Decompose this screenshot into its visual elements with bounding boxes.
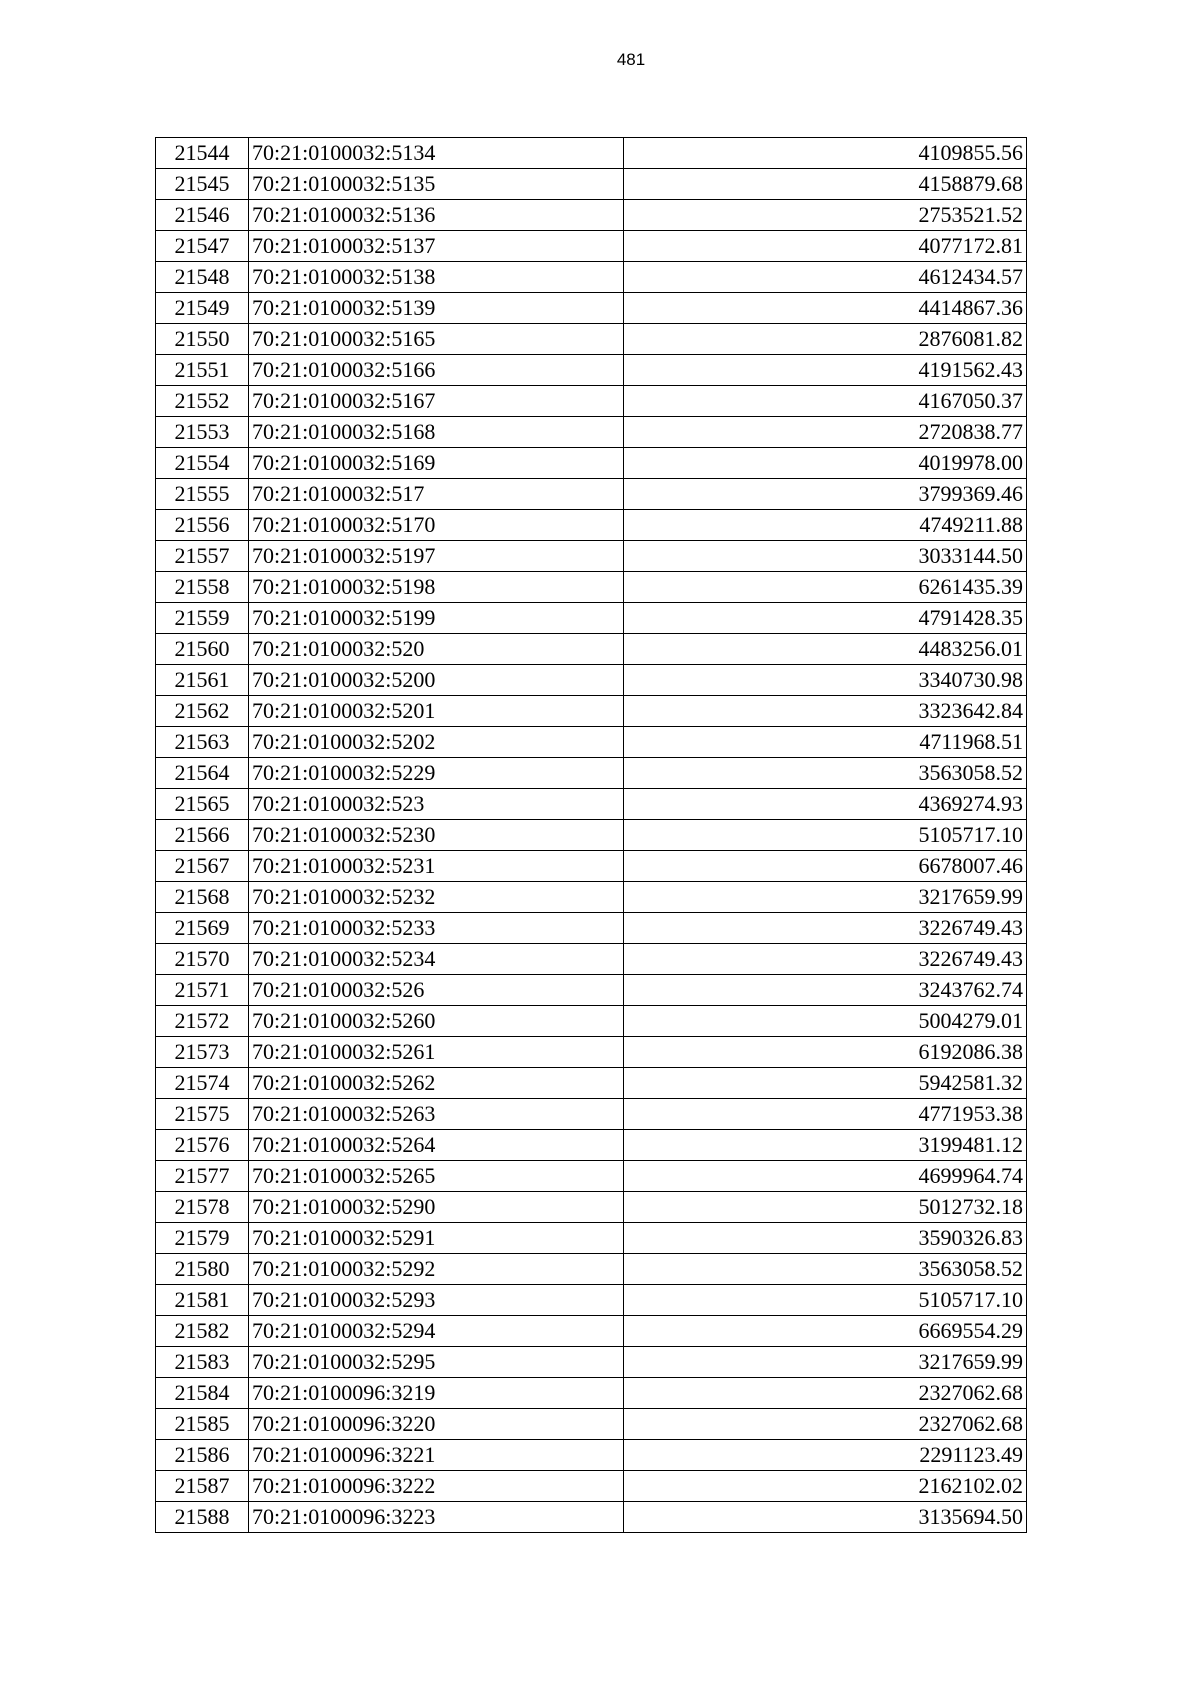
row-number-cell: 21575 <box>156 1099 249 1130</box>
cadastral-number-cell: 70:21:0100032:5231 <box>249 851 624 882</box>
cadastral-number-cell: 70:21:0100032:5166 <box>249 355 624 386</box>
cadastral-value-cell: 4612434.57 <box>624 262 1027 293</box>
cadastral-value-cell: 2720838.77 <box>624 417 1027 448</box>
cadastral-value-cell: 2162102.02 <box>624 1471 1027 1502</box>
row-number-cell: 21560 <box>156 634 249 665</box>
cadastral-value-cell: 3135694.50 <box>624 1502 1027 1533</box>
cadastral-value-cell: 5105717.10 <box>624 820 1027 851</box>
cadastral-value-cell: 5105717.10 <box>624 1285 1027 1316</box>
table-row <box>156 262 1027 293</box>
cadastral-number-cell: 70:21:0100096:3221 <box>249 1440 624 1471</box>
cadastral-value-cell: 6669554.29 <box>624 1316 1027 1347</box>
cadastral-number-cell: 70:21:0100032:5229 <box>249 758 624 789</box>
table-row <box>156 696 1027 727</box>
cadastral-value-cell: 4749211.88 <box>624 510 1027 541</box>
cadastral-number-cell: 70:21:0100032:5197 <box>249 541 624 572</box>
row-number-cell: 21553 <box>156 417 249 448</box>
cadastral-number-cell: 70:21:0100032:5290 <box>249 1192 624 1223</box>
cadastral-number-cell: 70:21:0100032:5198 <box>249 572 624 603</box>
row-number-cell: 21577 <box>156 1161 249 1192</box>
row-number-cell: 21581 <box>156 1285 249 1316</box>
table-row <box>156 634 1027 665</box>
cadastral-number-cell: 70:21:0100032:5165 <box>249 324 624 355</box>
table-row <box>156 355 1027 386</box>
table-row <box>156 324 1027 355</box>
row-number-cell: 21583 <box>156 1347 249 1378</box>
row-number-cell: 21554 <box>156 448 249 479</box>
row-number-cell: 21580 <box>156 1254 249 1285</box>
row-number-cell: 21545 <box>156 169 249 200</box>
table-row <box>156 169 1027 200</box>
cadastral-number-cell: 70:21:0100032:5170 <box>249 510 624 541</box>
cadastral-value-cell: 4771953.38 <box>624 1099 1027 1130</box>
table-row <box>156 1130 1027 1161</box>
table-row <box>156 479 1027 510</box>
row-number-cell: 21549 <box>156 293 249 324</box>
table-row <box>156 1471 1027 1502</box>
cadastral-value-cell: 4791428.35 <box>624 603 1027 634</box>
cadastral-value-cell: 3590326.83 <box>624 1223 1027 1254</box>
row-number-cell: 21547 <box>156 231 249 262</box>
cadastral-number-cell: 70:21:0100032:5232 <box>249 882 624 913</box>
row-number-cell: 21561 <box>156 665 249 696</box>
row-number-cell: 21556 <box>156 510 249 541</box>
cadastral-number-cell: 70:21:0100032:5167 <box>249 386 624 417</box>
cadastral-number-cell: 70:21:0100032:5293 <box>249 1285 624 1316</box>
row-number-cell: 21551 <box>156 355 249 386</box>
cadastral-number-cell: 70:21:0100032:5233 <box>249 913 624 944</box>
table-row <box>156 1099 1027 1130</box>
table-row <box>156 448 1027 479</box>
cadastral-number-cell: 70:21:0100032:5262 <box>249 1068 624 1099</box>
cadastral-value-cell: 4369274.93 <box>624 789 1027 820</box>
table-row <box>156 1192 1027 1223</box>
table-body <box>156 138 1027 1533</box>
row-number-cell: 21586 <box>156 1440 249 1471</box>
table-row <box>156 510 1027 541</box>
table-row <box>156 417 1027 448</box>
cadastral-value-table <box>155 137 1027 1533</box>
cadastral-number-cell: 70:21:0100032:5202 <box>249 727 624 758</box>
cadastral-value-cell: 2327062.68 <box>624 1409 1027 1440</box>
table-row <box>156 882 1027 913</box>
row-number-cell: 21562 <box>156 696 249 727</box>
cadastral-value-cell: 4158879.68 <box>624 169 1027 200</box>
table-row <box>156 1347 1027 1378</box>
row-number-cell: 21566 <box>156 820 249 851</box>
cadastral-number-cell: 70:21:0100032:5200 <box>249 665 624 696</box>
row-number-cell: 21555 <box>156 479 249 510</box>
row-number-cell: 21563 <box>156 727 249 758</box>
cadastral-number-cell: 70:21:0100032:5291 <box>249 1223 624 1254</box>
cadastral-value-cell: 4711968.51 <box>624 727 1027 758</box>
cadastral-value-cell: 4109855.56 <box>624 138 1027 169</box>
cadastral-value-cell: 3033144.50 <box>624 541 1027 572</box>
cadastral-value-cell: 5012732.18 <box>624 1192 1027 1223</box>
cadastral-number-cell: 70:21:0100032:5199 <box>249 603 624 634</box>
table-row <box>156 541 1027 572</box>
cadastral-value-cell: 5942581.32 <box>624 1068 1027 1099</box>
table-row <box>156 1254 1027 1285</box>
cadastral-number-cell: 70:21:0100032:5168 <box>249 417 624 448</box>
table-row <box>156 944 1027 975</box>
cadastral-number-cell: 70:21:0100032:5134 <box>249 138 624 169</box>
cadastral-value-cell: 4191562.43 <box>624 355 1027 386</box>
table-row <box>156 572 1027 603</box>
row-number-cell: 21552 <box>156 386 249 417</box>
row-number-cell: 21565 <box>156 789 249 820</box>
table-row <box>156 1006 1027 1037</box>
table-row <box>156 138 1027 169</box>
table-row <box>156 1285 1027 1316</box>
cadastral-value-cell: 3243762.74 <box>624 975 1027 1006</box>
cadastral-value-cell: 2291123.49 <box>624 1440 1027 1471</box>
row-number-cell: 21582 <box>156 1316 249 1347</box>
cadastral-value-cell: 2753521.52 <box>624 200 1027 231</box>
row-number-cell: 21558 <box>156 572 249 603</box>
cadastral-number-cell: 70:21:0100032:5292 <box>249 1254 624 1285</box>
cadastral-number-cell: 70:21:0100032:5138 <box>249 262 624 293</box>
cadastral-value-cell: 3226749.43 <box>624 944 1027 975</box>
cadastral-number-cell: 70:21:0100032:5169 <box>249 448 624 479</box>
row-number-cell: 21587 <box>156 1471 249 1502</box>
table-row <box>156 1068 1027 1099</box>
row-number-cell: 21574 <box>156 1068 249 1099</box>
cadastral-value-cell: 4019978.00 <box>624 448 1027 479</box>
cadastral-number-cell: 70:21:0100032:523 <box>249 789 624 820</box>
row-number-cell: 21584 <box>156 1378 249 1409</box>
table-row <box>156 603 1027 634</box>
cadastral-value-cell: 4414867.36 <box>624 293 1027 324</box>
cadastral-number-cell: 70:21:0100096:3222 <box>249 1471 624 1502</box>
cadastral-value-cell: 3563058.52 <box>624 758 1027 789</box>
cadastral-value-cell: 3799369.46 <box>624 479 1027 510</box>
cadastral-number-cell: 70:21:0100032:517 <box>249 479 624 510</box>
cadastral-value-cell: 3340730.98 <box>624 665 1027 696</box>
row-number-cell: 21571 <box>156 975 249 1006</box>
cadastral-number-cell: 70:21:0100032:5234 <box>249 944 624 975</box>
table-row <box>156 851 1027 882</box>
cadastral-number-cell: 70:21:0100032:5264 <box>249 1130 624 1161</box>
row-number-cell: 21572 <box>156 1006 249 1037</box>
cadastral-number-cell: 70:21:0100032:5265 <box>249 1161 624 1192</box>
row-number-cell: 21564 <box>156 758 249 789</box>
table-row <box>156 758 1027 789</box>
table-row <box>156 975 1027 1006</box>
row-number-cell: 21568 <box>156 882 249 913</box>
row-number-cell: 21576 <box>156 1130 249 1161</box>
row-number-cell: 21573 <box>156 1037 249 1068</box>
cadastral-value-cell: 2876081.82 <box>624 324 1027 355</box>
cadastral-value-cell: 3199481.12 <box>624 1130 1027 1161</box>
table-row <box>156 1037 1027 1068</box>
table-row <box>156 200 1027 231</box>
table-row <box>156 913 1027 944</box>
row-number-cell: 21578 <box>156 1192 249 1223</box>
table-row <box>156 231 1027 262</box>
table-row <box>156 789 1027 820</box>
cadastral-value-cell: 6192086.38 <box>624 1037 1027 1068</box>
cadastral-value-cell: 4699964.74 <box>624 1161 1027 1192</box>
cadastral-number-cell: 70:21:0100032:5260 <box>249 1006 624 1037</box>
cadastral-value-cell: 3226749.43 <box>624 913 1027 944</box>
cadastral-value-cell: 3563058.52 <box>624 1254 1027 1285</box>
cadastral-number-cell: 70:21:0100032:5201 <box>249 696 624 727</box>
table-row <box>156 1316 1027 1347</box>
cadastral-value-cell: 5004279.01 <box>624 1006 1027 1037</box>
row-number-cell: 21550 <box>156 324 249 355</box>
table-row <box>156 1409 1027 1440</box>
cadastral-number-cell: 70:21:0100032:5137 <box>249 231 624 262</box>
cadastral-number-cell: 70:21:0100032:520 <box>249 634 624 665</box>
cadastral-value-cell: 4077172.81 <box>624 231 1027 262</box>
cadastral-value-cell: 4483256.01 <box>624 634 1027 665</box>
table-row <box>156 1440 1027 1471</box>
row-number-cell: 21546 <box>156 200 249 231</box>
row-number-cell: 21548 <box>156 262 249 293</box>
table-row <box>156 1378 1027 1409</box>
row-number-cell: 21567 <box>156 851 249 882</box>
row-number-cell: 21569 <box>156 913 249 944</box>
cadastral-number-cell: 70:21:0100032:5230 <box>249 820 624 851</box>
page-number: 481 <box>616 50 646 69</box>
table-row <box>156 1502 1027 1533</box>
cadastral-number-cell: 70:21:0100096:3220 <box>249 1409 624 1440</box>
cadastral-value-cell: 3217659.99 <box>624 882 1027 913</box>
row-number-cell: 21570 <box>156 944 249 975</box>
cadastral-number-cell: 70:21:0100096:3223 <box>249 1502 624 1533</box>
cadastral-number-cell: 70:21:0100032:5261 <box>249 1037 624 1068</box>
cadastral-number-cell: 70:21:0100032:5294 <box>249 1316 624 1347</box>
table-row <box>156 820 1027 851</box>
cadastral-value-cell: 3217659.99 <box>624 1347 1027 1378</box>
cadastral-number-cell: 70:21:0100032:5139 <box>249 293 624 324</box>
table-row <box>156 1161 1027 1192</box>
cadastral-number-cell: 70:21:0100032:5136 <box>249 200 624 231</box>
cadastral-value-cell: 6678007.46 <box>624 851 1027 882</box>
cadastral-number-cell: 70:21:0100032:5135 <box>249 169 624 200</box>
table-row <box>156 727 1027 758</box>
row-number-cell: 21559 <box>156 603 249 634</box>
cadastral-value-cell: 3323642.84 <box>624 696 1027 727</box>
cadastral-number-cell: 70:21:0100032:5295 <box>249 1347 624 1378</box>
table-row <box>156 1223 1027 1254</box>
row-number-cell: 21557 <box>156 541 249 572</box>
row-number-cell: 21544 <box>156 138 249 169</box>
row-number-cell: 21585 <box>156 1409 249 1440</box>
table-row <box>156 386 1027 417</box>
row-number-cell: 21588 <box>156 1502 249 1533</box>
cadastral-number-cell: 70:21:0100032:526 <box>249 975 624 1006</box>
cadastral-value-cell: 6261435.39 <box>624 572 1027 603</box>
cadastral-value-cell: 2327062.68 <box>624 1378 1027 1409</box>
cadastral-value-cell: 4167050.37 <box>624 386 1027 417</box>
row-number-cell: 21579 <box>156 1223 249 1254</box>
cadastral-number-cell: 70:21:0100096:3219 <box>249 1378 624 1409</box>
table-row <box>156 293 1027 324</box>
cadastral-number-cell: 70:21:0100032:5263 <box>249 1099 624 1130</box>
table-row <box>156 665 1027 696</box>
